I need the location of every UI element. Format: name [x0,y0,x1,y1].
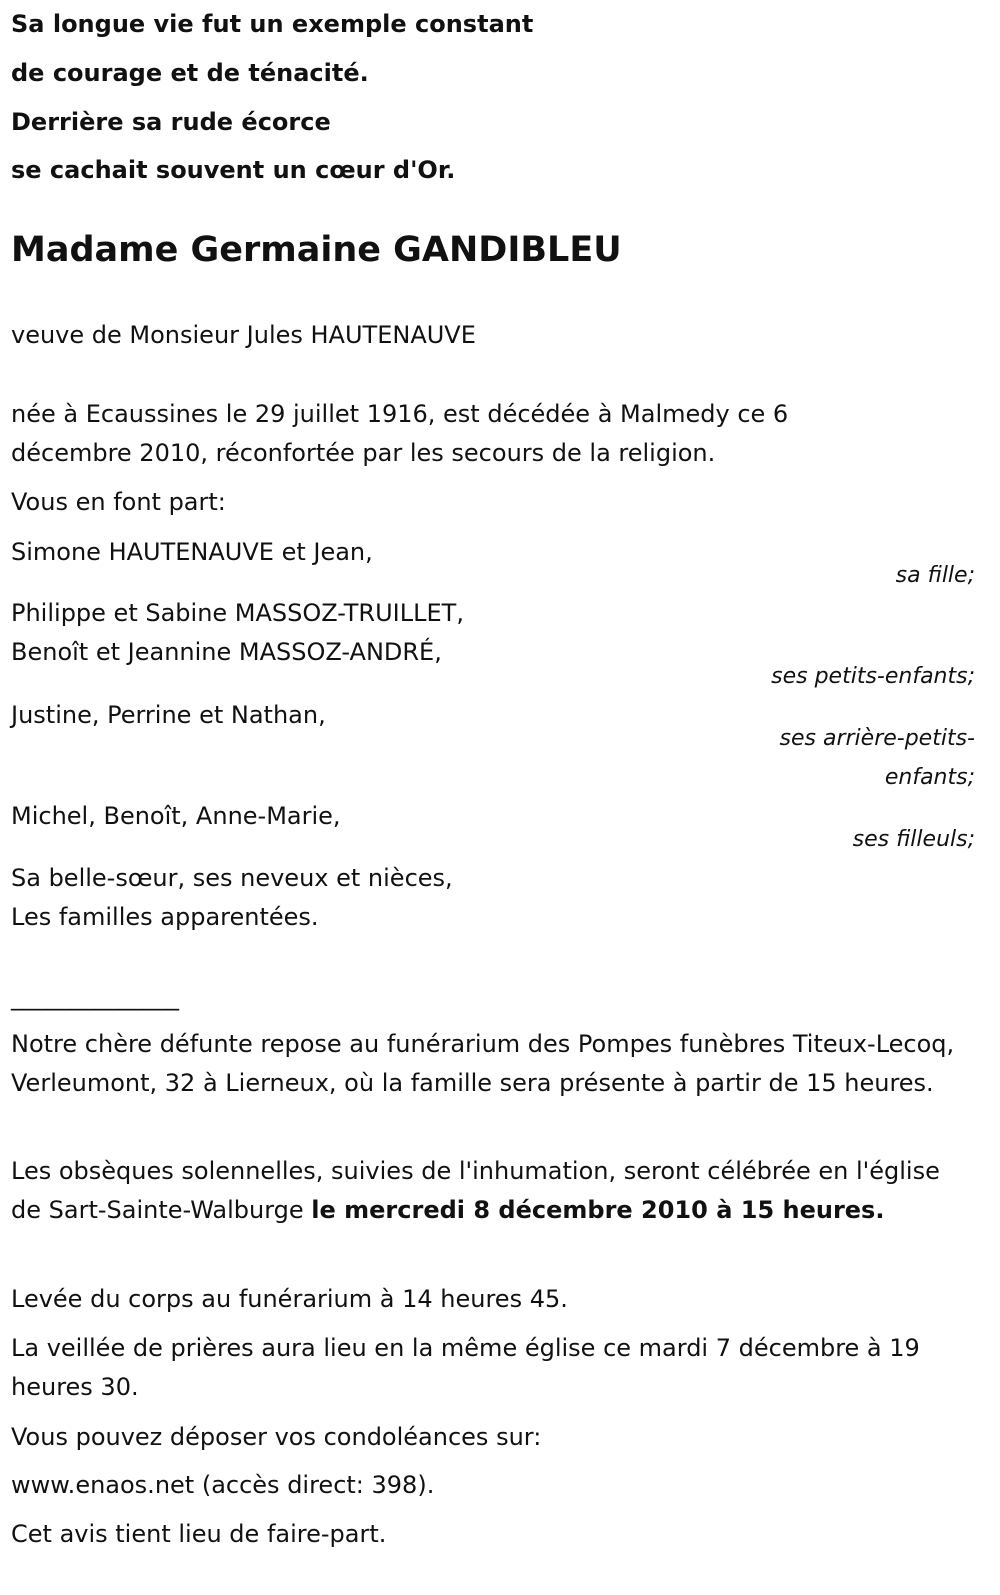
condolences-intro: Vous pouvez déposer vos condoléances sur: [11,1423,542,1451]
daughter-names: Simone HAUTENAUVE et Jean, [11,538,373,566]
ceremony-intro: Les obsèques solennelles, suivies de l'inhumation, seront célébrée en l'église de Sart-Sainte-Walburge [11,1157,940,1224]
deceased-name: Madame Germaine GANDIBLEU [11,230,622,270]
poem-line-2: de courage et de ténacité. [11,59,369,87]
notice-line: Cet avis tient lieu de faire-part. [11,1520,387,1548]
grandchildren-line-2: Benoît et Jeannine MASSOZ-ANDRÉ, [11,638,442,666]
others-line-2: Les familles apparentées. [11,903,319,931]
great-grandchildren-relation-2: enfants; [884,765,975,790]
ceremony-date: le mercredi 8 décembre 2010 à 15 heures. [311,1196,885,1224]
announce-intro: Vous en font part: [11,488,226,516]
funeral-rest-paragraph: Notre chère défunte repose au funérarium des Pompes funèbres Titeux-Lecoq, Verleumont, 32 à Lierneux, où la famille sera présente à partir de 15 heures. [11,1030,955,1097]
separator-line: ______________ [11,983,179,1011]
condolences-site: www.enaos.net (accès direct: 398). [11,1471,435,1499]
birth-death-line-2: décembre 2010, réconfortée par les secours de la religion. [11,439,716,467]
others-line-1: Sa belle-sœur, ses neveux et nièces, [11,864,453,892]
widow-of: veuve de Monsieur Jules HAUTENAUVE [11,321,476,349]
godchildren-relation: ses filleuls; [852,827,975,852]
poem-line-1: Sa longue vie fut un exemple constant [11,10,534,38]
body-lift-paragraph: Levée du corps au funérarium à 14 heures 45. [11,1285,568,1313]
daughter-relation: sa fille; [895,563,975,588]
ceremony-paragraph [11,1152,975,1230]
birth-death-line-1: née à Ecaussines le 29 juillet 1916, est décédée à Malmedy ce 6 [11,400,789,428]
poem-line-4: se cachait souvent un cœur d'Or. [11,156,456,184]
poem-line-3: Derrière sa rude écorce [11,108,331,136]
grandchildren-line-1: Philippe et Sabine MASSOZ-TRUILLET, [11,599,464,627]
great-grandchildren-relation-1: ses arrière-petits- [779,726,975,751]
grandchildren-relation: ses petits-enfants; [771,664,975,689]
vigil-paragraph: La veillée de prières aura lieu en la même église ce mardi 7 décembre à 19 heures 30. [11,1334,920,1401]
godchildren: Michel, Benoît, Anne-Marie, [11,802,341,830]
great-grandchildren: Justine, Perrine et Nathan, [11,701,326,729]
